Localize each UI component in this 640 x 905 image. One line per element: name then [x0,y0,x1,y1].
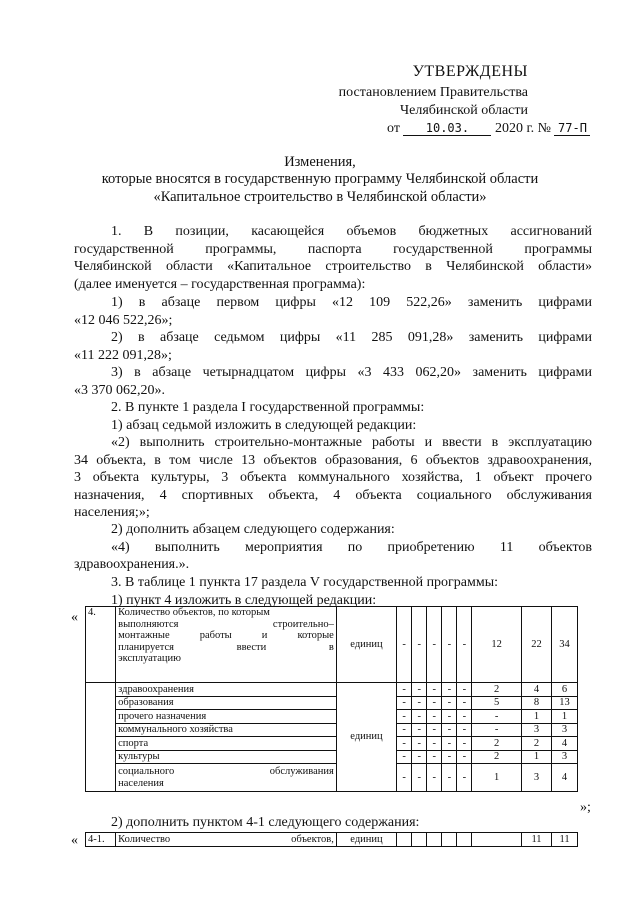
row-description [116,607,337,683]
text-line: 3) в абзаце четырнадцатом цифры «3 433 062,20» заменить цифрами [111,365,592,380]
text-line: «11 222 091,28»; [74,347,172,363]
text-line: 1) абзац седьмой изложить в следующей редакции: [111,417,417,433]
value-cell [427,833,442,847]
value-cell: - [397,710,412,724]
text-line: (далее именуется – государственная программа): [74,276,366,292]
value-cell: - [457,710,472,724]
resolution-number: 77-П [554,121,590,136]
value-cell: 4 [521,683,551,697]
value-cell: - [472,710,522,724]
row-number: 4-1. [86,833,116,847]
text-line: здравоохранения.». [74,557,190,572]
value-cell: - [397,737,412,751]
value-cell: - [412,696,427,710]
date-value: 10.03. [403,121,491,136]
table-row [86,696,578,710]
text-line: 1. В позиции, касающейся объемов бюджетных ассигнований [111,224,592,239]
text-line: «3 370 062,20». [74,382,165,398]
desc-line: населения [118,777,164,789]
desc-line: Количество объектов, по которым [118,607,270,618]
table2-quote-open: « [71,833,78,848]
value-cell: - [427,710,442,724]
date-prefix: от [387,121,400,136]
category-name: прочего назначения [116,710,337,724]
category-name: коммунального хозяйства [116,723,337,737]
value-cell: - [397,696,412,710]
value-cell: - [442,607,457,683]
category-name: образования [116,696,337,710]
category-name [116,764,337,792]
value-cell: - [457,696,472,710]
paragraph-item-3-2 [74,814,592,832]
unit-cell: единиц [336,683,396,792]
heading-line-2: которые вносятся в государственную программу Челябинской области [101,171,539,187]
value-cell: - [412,737,427,751]
paragraph-item-2 [74,399,592,434]
value-cell: - [442,737,457,751]
value-cell: 11 [552,833,578,847]
approval-line-1: постановлением Правительства [338,85,528,100]
value-cell: 2 [472,683,522,697]
text-line: назначения, 4 спортивных объекта, 4 объекта социального обслуживания [74,487,592,503]
value-cell: - [397,723,412,737]
paragraph-item-1-3 [74,364,592,399]
text-line: 34 объекта, в том числе 13 объектов образования, 6 объектов здравоохранения, [74,452,592,468]
approval-title: УТВЕРЖДЕНЫ [412,63,528,80]
value-cell: 13 [552,696,578,710]
value-cell: - [412,750,427,764]
text-line: 2) дополнить пунктом 4-1 следующего содержания: [111,815,420,830]
text-line: 3 объекта культуры, 3 объекта коммунального хозяйства, 1 объект прочего [74,470,592,485]
value-cell: 4 [552,764,578,792]
table1-quote-close: »; [580,800,591,815]
heading-line-3: «Капитальное строительство в Челябинской области» [153,189,487,205]
value-cell: - [427,683,442,697]
text-line: населения;»; [74,505,150,520]
value-cell: - [397,607,412,683]
value-cell: - [457,683,472,697]
table-row [86,723,578,737]
desc-line: монтажные работы и которые [118,630,334,641]
text-line: 2. В пункте 1 раздела I государственной программы: [111,400,425,415]
desc-line: планируется ввести в [118,641,334,653]
value-cell: 2 [472,737,522,751]
text-line: 3. В таблице 1 пункта 17 раздела V государственной программы: [111,575,499,590]
text-line: 1) в абзаце первом цифры «12 109 522,26» заменить цифрами [111,295,592,310]
value-cell [472,833,522,847]
unit-cell: единиц [336,833,396,847]
year-text: 2020 г. № [494,121,551,136]
value-cell [397,833,412,847]
value-cell: - [427,607,442,683]
value-cell: - [412,683,427,697]
value-cell: 1 [521,710,551,724]
category-name: здравоохранения [116,683,337,697]
value-cell: - [397,750,412,764]
value-cell: - [442,764,457,792]
value-cell: - [472,723,522,737]
value-cell: 12 [472,607,522,683]
paragraph-item-1-2 [74,329,592,364]
table-row [86,737,578,751]
value-cell: 1 [552,710,578,724]
value-cell: 1 [472,764,522,792]
heading-line-1: Изменения, [284,154,356,170]
text-line: «12 046 522,26»; [74,312,173,328]
category-name: спорта [116,737,337,751]
table-row [86,710,578,724]
empty-cell [86,683,116,792]
table1-quote-open: « [71,610,78,625]
value-cell: - [442,750,457,764]
value-cell: 8 [521,696,551,710]
paragraph-item-2-quote [74,434,592,522]
value-cell: 6 [552,683,578,697]
value-cell: - [427,723,442,737]
value-cell: 22 [521,607,551,683]
value-cell: 34 [552,607,578,683]
text-line: «2) выполнить строительно-монтажные работы и ввести в эксплуатацию [111,435,592,450]
value-cell: - [457,607,472,683]
value-cell: 2 [472,750,522,764]
value-cell: - [397,683,412,697]
indicators-table [85,606,578,792]
category-name: культуры [116,750,337,764]
unit-cell: единиц [336,607,396,683]
text-line: государственной программы, паспорта государственной программы [74,241,592,257]
value-cell: - [442,723,457,737]
paragraph-item-1 [74,223,592,293]
value-cell [412,833,427,847]
value-cell: 5 [472,696,522,710]
value-cell: 2 [521,737,551,751]
value-cell: - [442,696,457,710]
value-cell: - [457,750,472,764]
row-number: 4. [86,607,116,683]
text-line: 1) пункт 4 изложить в следующей редакции: [111,592,377,608]
approval-date-line [387,121,590,137]
value-cell: - [412,764,427,792]
table-row [86,607,578,683]
paragraph-item-3 [74,574,592,608]
table-row [86,833,578,847]
row-description: Количество объектов, [116,833,337,847]
paragraph-item-1-1 [74,294,592,329]
value-cell: - [457,723,472,737]
value-cell: - [427,764,442,792]
indicators-table-addition [85,832,578,847]
desc-line: выполняются строительно– [118,618,334,630]
value-cell: - [427,696,442,710]
value-cell: - [427,737,442,751]
value-cell: 11 [521,833,551,847]
value-cell: - [457,737,472,751]
value-cell [457,833,472,847]
desc-line: социального обслуживания [118,766,334,777]
paragraph-item-2-2 [74,521,592,574]
value-cell: 3 [552,750,578,764]
text-line: 2) в абзаце седьмом цифры «11 285 091,28» заменить цифрами [111,330,592,345]
value-cell: 3 [552,723,578,737]
value-cell: - [442,683,457,697]
desc-line: эксплуатацию [118,653,181,664]
value-cell: 4 [552,737,578,751]
table-row [86,764,578,792]
value-cell [442,833,457,847]
value-cell: - [427,750,442,764]
table-row [86,750,578,764]
value-cell: - [412,710,427,724]
value-cell: - [457,764,472,792]
value-cell: - [442,710,457,724]
approval-line-2: Челябинской области [400,103,528,118]
value-cell: - [412,607,427,683]
value-cell: - [412,723,427,737]
text-line: Челябинской области «Капитальное строительство в Челябинской области» [74,259,592,274]
value-cell: 3 [521,723,551,737]
value-cell: 1 [521,750,551,764]
value-cell: 3 [521,764,551,792]
value-cell: - [397,764,412,792]
text-line: 2) дополнить абзацем следующего содержания: [111,522,395,537]
text-line: «4) выполнить мероприятия по приобретению 11 объектов [111,539,592,555]
table-row [86,683,578,697]
